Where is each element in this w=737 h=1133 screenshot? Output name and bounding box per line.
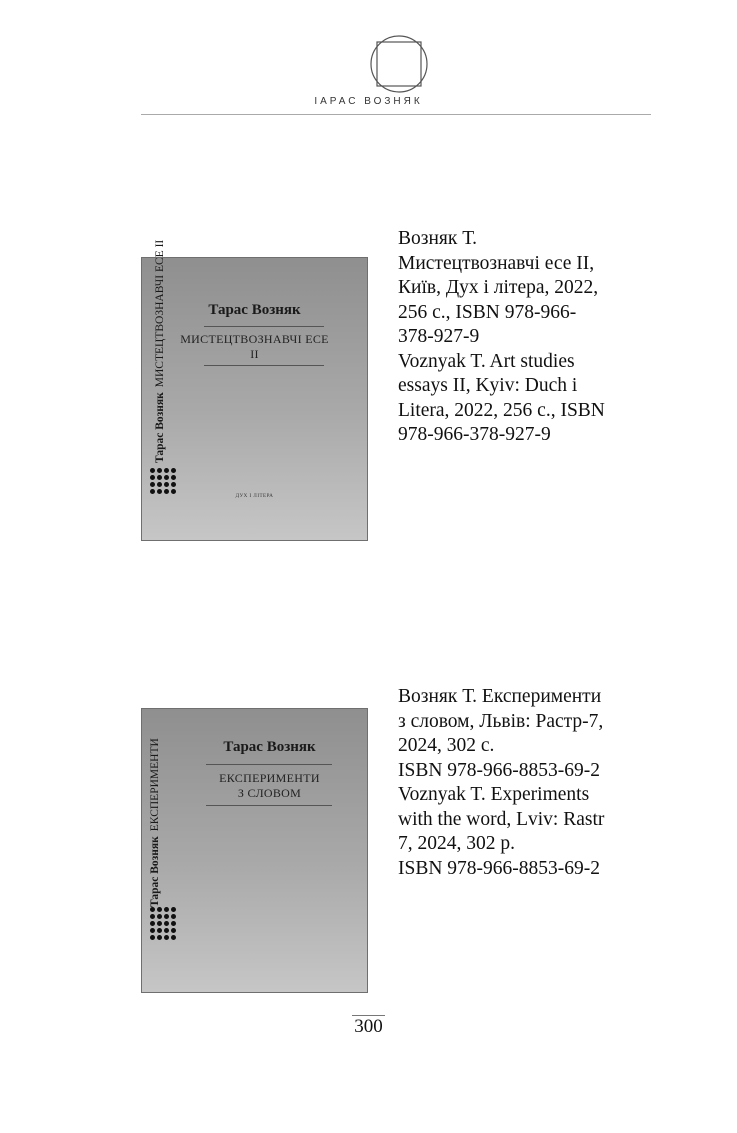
bibliography-entry-1 [398,227,656,448]
cover-title-line: МИСТЕЦТВОЗНАВЧІ ЕСЕ [180,332,329,346]
cover-title [172,771,367,801]
entry-line: Возняк Т. Експерименти [398,686,602,707]
cover-spine-text [149,738,161,907]
entry-line: ISBN 978-966-8853-69-2 [398,759,601,781]
page-number-text: 300 [354,1016,383,1037]
publisher-mark: ДУХ І ЛІТЕРА [235,494,274,499]
dots-ornament [150,468,176,494]
spine-author: Тарас Возняк [149,836,161,907]
entry-line: 378-927-9 [398,326,480,347]
entry-line: Voznyak T. Experiments [398,784,590,805]
cover-title [142,332,367,362]
cover-rule [204,365,324,366]
book-cover-2 [141,708,368,993]
cover-title-line: II [250,347,259,361]
entry-line: 2024, 302 с. [398,735,495,756]
bibliography-entry-2 [398,685,656,881]
book-cover-1 [141,239,368,541]
circle-square-logo-icon [369,34,429,94]
cover-title-line: З СЛОВОМ [237,786,302,800]
cover-spine-text [154,240,166,463]
entry-line: 7, 2024, 302 p. [398,833,515,854]
cover-rule [206,764,332,765]
running-head: ІАРАС ВОЗНЯК [314,96,423,107]
entry-line: ISBN 978-966-8853-69-2 [398,857,601,879]
entry-line: Voznyak T. Art studies [398,350,575,372]
spine-title: МИСТЕЦТВОЗНАВЧІ ЕСЕ II [154,239,166,388]
spine-author: Тарас Возняк [154,392,166,463]
entry-line: 978-966-378-927-9 [398,424,551,445]
header-rule [141,114,651,115]
entry-line: Возняк Т. [398,228,478,249]
cover-rule [204,326,324,327]
entry-line: with the word, Lviv: Rastr [398,808,605,830]
page-number [0,1016,737,1038]
entry-line: Київ, Дух і літера, 2022, [398,277,599,298]
dots-ornament [150,907,176,940]
spine-title: ЕКСПЕРИМЕНТИ [149,738,161,832]
entry-line: Мистецтвознавчі есе II, [398,252,595,274]
entry-line: з словом, Львів: Растр-7, [398,710,604,732]
cover-title-line: ЕКСПЕРИМЕНТИ [219,771,320,785]
entry-line: Litera, 2022, 256 c., ISBN [398,399,605,421]
entry-line: essays II, Kyiv: Duch i [398,375,578,396]
entry-line: 256 с., ISBN 978-966- [398,301,577,323]
cover-author: Тарас Возняк [208,302,301,318]
cover-author: Тарас Возняк [223,739,316,755]
cover-rule [206,805,332,806]
